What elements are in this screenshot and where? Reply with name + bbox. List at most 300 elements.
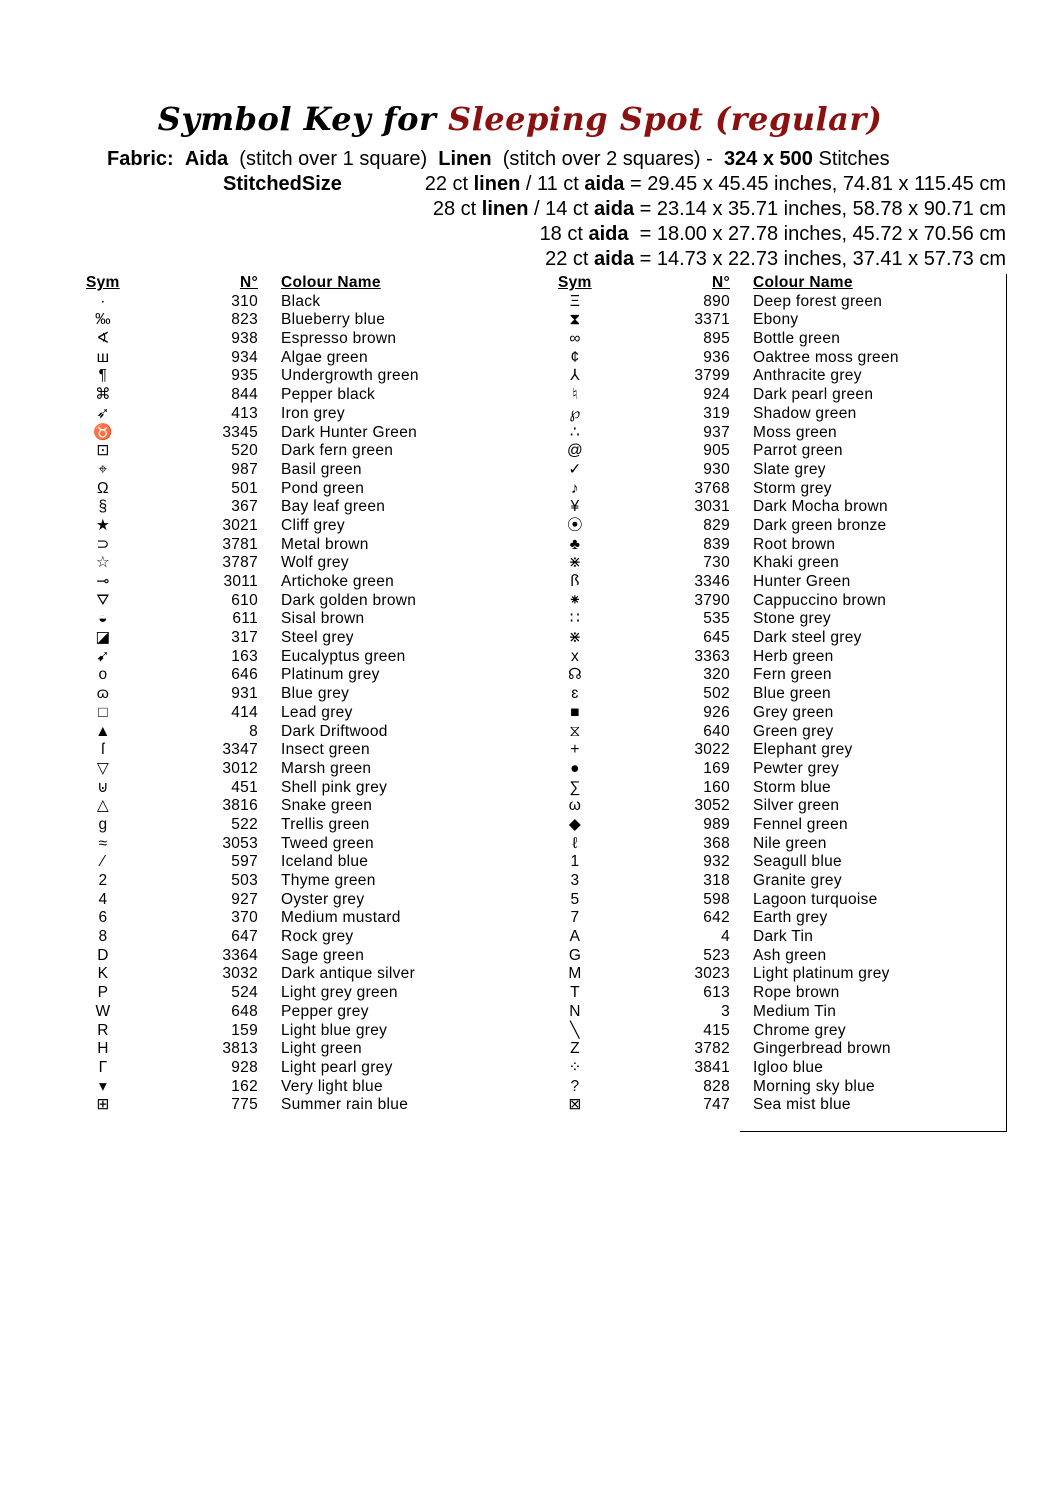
table-row — [86, 573, 526, 592]
table-row — [558, 760, 1008, 779]
table-row — [86, 1096, 526, 1115]
symbol-cell: ■ — [570, 703, 580, 721]
symbol-cell: 7 — [570, 909, 580, 927]
number-cell: 646 — [231, 666, 258, 684]
table-row — [86, 928, 526, 947]
colour-name-cell: Light grey green — [281, 984, 398, 1002]
symbol-cell: 8 — [98, 928, 108, 946]
table-row — [558, 666, 1008, 685]
colour-name-cell: Shell pink grey — [281, 778, 388, 796]
colour-name-cell: Morning sky blue — [753, 1077, 875, 1095]
symbol-cell: ⧗ — [569, 311, 581, 329]
colour-name-cell: Green grey — [753, 722, 834, 740]
table-row — [86, 965, 526, 984]
number-cell: 3 — [721, 1002, 730, 1020]
number-cell: 611 — [232, 610, 258, 628]
table-row — [558, 1040, 1008, 1059]
symbol-cell: ⊍ — [97, 778, 109, 796]
colour-name-cell: Ash green — [753, 946, 827, 964]
colour-name-cell: Oaktree moss green — [753, 348, 899, 366]
sym-header: Sym — [558, 274, 592, 291]
colour-name-cell: Silver green — [753, 797, 840, 815]
number-cell: 3371 — [694, 311, 730, 329]
fabric-aida: Aida — [184, 148, 229, 170]
colour-name-cell: Lagoon turquoise — [753, 890, 878, 908]
table-row — [86, 648, 526, 667]
number-cell: 502 — [703, 685, 730, 703]
symbol-cell: D — [97, 946, 109, 964]
table-row — [86, 311, 526, 330]
number-cell: 3816 — [222, 797, 258, 815]
colour-name-cell: Dark Tin — [753, 928, 814, 946]
symbol-cell: ◆ — [568, 815, 582, 833]
fabric-linen: Linen — [438, 148, 492, 170]
symbol-cell: ‰ — [95, 311, 111, 329]
colour-name-cell: Platinum grey — [281, 666, 380, 684]
table-row — [86, 779, 526, 798]
symbol-cell: ╲ — [570, 1021, 580, 1039]
table-row — [558, 405, 1008, 424]
number-cell: 640 — [703, 722, 730, 740]
colour-name-cell: Steel grey — [281, 629, 354, 647]
colour-name-cell: Medium mustard — [281, 909, 401, 927]
table-row — [558, 1096, 1008, 1115]
number-cell: 320 — [703, 666, 730, 684]
table-row — [558, 1078, 1008, 1097]
number-cell: 598 — [703, 890, 730, 908]
symbol-cell: ▾ — [98, 1077, 108, 1095]
table-row — [558, 891, 1008, 910]
table-row — [86, 984, 526, 1003]
colour-name-cell: Artichoke green — [281, 573, 395, 590]
colour-name-cell: Wolf grey — [281, 554, 349, 572]
number-cell: 4 — [721, 928, 730, 946]
colour-name-cell: Granite grey — [753, 872, 842, 889]
colour-name-cell: Metal brown — [281, 535, 369, 553]
symbol-cell: ⊃ — [96, 535, 110, 553]
symbol-cell: ɛ — [571, 685, 579, 703]
colour-name-cell: Cliff grey — [281, 516, 345, 534]
table-row — [558, 928, 1008, 947]
symbol-cell: G — [568, 946, 582, 964]
table-header — [86, 274, 526, 293]
number-cell: 936 — [703, 348, 730, 366]
number-cell: 928 — [231, 1058, 258, 1076]
table-row — [86, 872, 526, 891]
number-cell: 159 — [231, 1021, 258, 1039]
symbol-cell: T — [570, 984, 580, 1002]
colour-name-cell: Cappuccino brown — [753, 591, 887, 609]
symbol-cell: ◪ — [95, 629, 111, 647]
symbol-cell: △ — [96, 797, 110, 815]
colour-name-cell: Pepper black — [281, 386, 376, 404]
table-row — [86, 760, 526, 779]
number-cell: 310 — [231, 292, 258, 310]
number-cell: 905 — [703, 442, 730, 460]
colour-name-cell: Iceland blue — [281, 853, 369, 871]
number-cell: 367 — [231, 498, 258, 516]
colour-name-cell: Bottle green — [753, 330, 841, 348]
table-row — [558, 909, 1008, 928]
number-cell: 169 — [703, 759, 730, 777]
symbol-cell: o — [98, 666, 108, 684]
colour-name-cell: Dark Driftwood — [281, 722, 388, 740]
symbol-cell: ℓ — [572, 834, 578, 852]
colour-name-cell: Light blue grey — [281, 1021, 388, 1039]
table-row — [86, 349, 526, 368]
colour-name-cell: Thyme green — [281, 872, 376, 889]
number-cell: 3346 — [694, 573, 730, 590]
symbol-cell: ⁕ — [568, 591, 582, 609]
colour-name-cell: Blue green — [753, 685, 831, 703]
number-cell: 938 — [231, 330, 258, 348]
symbol-cell: ☆ — [95, 554, 111, 572]
table-row — [86, 554, 526, 573]
table-row — [86, 386, 526, 405]
number-cell: 775 — [231, 1096, 258, 1114]
table-row — [86, 461, 526, 480]
number-cell: 3022 — [694, 741, 730, 759]
number-cell: 647 — [231, 928, 258, 946]
number-cell: 3782 — [694, 1040, 730, 1058]
table-row — [86, 666, 526, 685]
symbol-cell: ☊ — [567, 666, 583, 684]
colour-name-cell: Undergrowth green — [281, 367, 419, 385]
number-cell: 535 — [703, 610, 730, 628]
colour-name-cell: Fern green — [753, 666, 832, 684]
table-row — [86, 442, 526, 461]
symbol-cell: Ω — [97, 479, 109, 497]
table-row — [86, 947, 526, 966]
symbol-cell: R — [97, 1021, 109, 1039]
symbol-cell: ш — [96, 348, 110, 366]
symbol-cell: ∴ — [569, 423, 581, 441]
table-row — [558, 1059, 1008, 1078]
table-row — [558, 965, 1008, 984]
symbol-table-right — [558, 274, 1008, 1115]
colour-name-cell: Deep forest green — [753, 292, 883, 310]
table-row — [558, 311, 1008, 330]
colour-name-cell: Sea mist blue — [753, 1096, 851, 1114]
symbol-cell: + — [570, 741, 580, 759]
colour-name-cell: Dark steel grey — [753, 629, 862, 647]
symbol-cell: ♣ — [569, 535, 581, 553]
symbol-cell: 1 — [570, 853, 580, 871]
symbol-cell: ſ — [101, 741, 105, 759]
size-row: 18 ct aida = 18.00 x 27.78 inches, 45.72 x 70.56 cm — [539, 223, 1006, 245]
table-row — [86, 1059, 526, 1078]
table-row — [86, 367, 526, 386]
symbol-cell: ⊞ — [96, 1096, 110, 1114]
number-cell: 987 — [231, 460, 258, 478]
table-row — [86, 741, 526, 760]
symbol-cell: M — [568, 965, 582, 983]
colour-name-cell: Very light blue — [281, 1077, 383, 1095]
symbol-cell: 2 — [98, 872, 108, 889]
table-row — [558, 573, 1008, 592]
colour-name-cell: Trellis green — [281, 815, 370, 833]
colour-name-cell: Dark antique silver — [281, 965, 416, 983]
number-header: N° — [240, 274, 258, 291]
symbol-cell: ⊠ — [568, 1096, 582, 1114]
table-row — [558, 779, 1008, 798]
symbol-cell: § — [98, 498, 108, 516]
colour-name-cell: Sisal brown — [281, 610, 365, 628]
colour-name-cell: Rope brown — [753, 984, 840, 1002]
symbol-cell: ∞ — [569, 330, 581, 348]
number-cell: 648 — [231, 1002, 258, 1020]
colour-name-cell: Grey green — [753, 703, 834, 721]
table-row — [86, 797, 526, 816]
colour-name-cell: Basil green — [281, 460, 362, 478]
number-cell: 597 — [231, 853, 258, 871]
table-row — [86, 816, 526, 835]
table-row — [86, 1040, 526, 1059]
number-cell: 3347 — [222, 741, 258, 759]
table-row — [558, 853, 1008, 872]
colour-name-cell: Khaki green — [753, 554, 840, 572]
table-row — [86, 330, 526, 349]
page-title — [0, 100, 1040, 138]
number-cell: 415 — [703, 1021, 730, 1039]
table-row — [86, 498, 526, 517]
table-row — [86, 629, 526, 648]
table-row — [86, 723, 526, 742]
table-row — [86, 480, 526, 499]
colour-name-cell: Elephant grey — [753, 741, 853, 759]
table-row — [558, 330, 1008, 349]
symbol-cell: Ξ — [569, 292, 581, 310]
table-row — [86, 835, 526, 854]
colour-name-cell: Summer rain blue — [281, 1096, 409, 1114]
table-header — [558, 274, 1008, 293]
fabric-line — [107, 147, 890, 171]
number-cell: 163 — [231, 647, 258, 665]
table-row — [86, 610, 526, 629]
table-row — [558, 1003, 1008, 1022]
table-row — [86, 891, 526, 910]
number-cell: 3012 — [222, 759, 258, 777]
symbol-cell: ♉ — [93, 423, 113, 441]
symbol-cell: ⋇ — [568, 629, 582, 647]
number-cell: 3841 — [694, 1058, 730, 1076]
table-row — [558, 442, 1008, 461]
symbol-cell: ¢ — [570, 348, 580, 366]
symbol-cell: ♪ — [570, 479, 580, 497]
symbol-cell: 5 — [570, 890, 580, 908]
symbol-cell: ⛛ — [96, 591, 110, 609]
colour-name-cell: Lead grey — [281, 703, 353, 721]
number-cell: 3363 — [694, 647, 730, 665]
symbol-cell: ⊡ — [96, 442, 110, 460]
table-row — [558, 629, 1008, 648]
number-cell: 503 — [231, 872, 258, 889]
number-cell: 370 — [231, 909, 258, 927]
symbol-cell: ⋇ — [568, 554, 582, 572]
colour-name-cell: Espresso brown — [281, 330, 397, 348]
number-cell: 932 — [703, 853, 730, 871]
number-cell: 935 — [231, 367, 258, 385]
symbol-cell: ∷ — [569, 610, 581, 628]
symbol-cell: g — [98, 815, 108, 833]
symbol-cell: ⌖ — [98, 460, 108, 478]
colour-name-cell: Dark golden brown — [281, 591, 417, 609]
symbol-cell: ● — [570, 759, 580, 777]
number-cell: 3011 — [223, 573, 258, 590]
colour-name-cell: Slate grey — [753, 460, 826, 478]
number-cell: 319 — [703, 404, 730, 422]
colour-name-cell: Dark Hunter Green — [281, 423, 418, 441]
table-row — [558, 517, 1008, 536]
number-cell: 3781 — [222, 535, 258, 553]
table-row — [558, 480, 1008, 499]
symbol-cell: ➹ — [96, 647, 110, 665]
symbol-cell: ∑ — [569, 778, 581, 796]
number-cell: 730 — [703, 554, 730, 572]
number-cell: 451 — [231, 778, 258, 796]
size-row: 22 ct linen / 11 ct aida = 29.45 x 45.45 inches, 74.81 x 115.45 cm — [424, 173, 1006, 195]
colour-name-cell: Igloo blue — [753, 1058, 824, 1076]
table-row — [86, 517, 526, 536]
table-row — [558, 704, 1008, 723]
number-cell: 926 — [703, 703, 730, 721]
table-row — [86, 293, 526, 312]
colour-name-cell: Parrot green — [753, 442, 843, 460]
table-row — [558, 723, 1008, 742]
number-cell: 501 — [231, 479, 258, 497]
colour-name-cell: Snake green — [281, 797, 373, 815]
table-row — [558, 610, 1008, 629]
symbol-cell: ⁘ — [568, 1058, 582, 1076]
symbol-cell: · — [100, 292, 106, 310]
symbol-cell: ✓ — [568, 460, 582, 478]
colour-name-cell: Fennel green — [753, 815, 848, 833]
table-row — [558, 648, 1008, 667]
colour-name-cell: Stone grey — [753, 610, 831, 628]
colour-name-cell: Moss green — [753, 423, 837, 441]
symbol-cell: A — [569, 928, 581, 946]
pattern-name: Sleeping Spot (regular) — [447, 100, 883, 138]
colour-name-cell: Sage green — [281, 946, 365, 964]
symbol-cell: ♮ — [572, 386, 578, 404]
symbol-cell: ⊸ — [96, 573, 110, 590]
table-row — [86, 424, 526, 443]
symbol-cell: ★ — [95, 516, 111, 534]
colour-name-header: Colour Name — [753, 274, 853, 291]
table-row — [558, 592, 1008, 611]
symbol-cell: ? — [570, 1077, 580, 1095]
number-cell: 3053 — [222, 834, 258, 852]
number-cell: 318 — [703, 872, 730, 889]
fabric-linen-note: (stitch over 2 squares) - — [502, 148, 713, 170]
title-prefix: Symbol Key for — [157, 100, 448, 138]
table-row — [558, 293, 1008, 312]
number-cell: 3790 — [694, 591, 730, 609]
table-row — [558, 816, 1008, 835]
colour-name-cell: Seagull blue — [753, 853, 842, 871]
stitches-word: Stitches — [818, 148, 890, 170]
colour-name-cell: Black — [281, 292, 321, 310]
symbol-cell: P — [97, 984, 109, 1002]
symbol-cell: 3 — [570, 872, 580, 889]
table-row — [558, 741, 1008, 760]
table-row — [558, 424, 1008, 443]
colour-name-cell: Blueberry blue — [281, 311, 386, 329]
symbol-cell: ≈ — [98, 834, 108, 852]
number-cell: 844 — [231, 386, 258, 404]
number-cell: 3021 — [222, 516, 258, 534]
number-cell: 839 — [703, 535, 730, 553]
number-cell: 895 — [703, 330, 730, 348]
number-cell: 747 — [703, 1096, 730, 1114]
colour-name-cell: Dark Mocha brown — [753, 498, 888, 516]
colour-name-header: Colour Name — [281, 274, 381, 291]
symbol-cell: ▲ — [95, 722, 111, 740]
symbol-cell: ⦿ — [567, 516, 583, 534]
colour-name-cell: Shadow green — [753, 404, 857, 422]
number-cell: 3023 — [694, 965, 730, 983]
colour-name-cell: Light platinum grey — [753, 965, 890, 983]
symbol-cell: 6 — [98, 909, 108, 927]
number-cell: 989 — [703, 815, 730, 833]
colour-name-cell: Storm blue — [753, 778, 831, 796]
colour-name-cell: Dark fern green — [281, 442, 394, 460]
table-row — [86, 1003, 526, 1022]
fabric-label: Fabric: — [107, 148, 174, 170]
table-row — [558, 947, 1008, 966]
symbol-cell: H — [97, 1040, 109, 1058]
symbol-cell: @ — [566, 442, 584, 460]
colour-name-cell: Nile green — [753, 834, 827, 852]
symbol-cell: N — [569, 1002, 581, 1020]
number-cell: 524 — [231, 984, 258, 1002]
colour-name-cell: Storm grey — [753, 479, 832, 497]
number-cell: 3799 — [694, 367, 730, 385]
colour-name-cell: Dark pearl green — [753, 386, 874, 404]
number-cell: 368 — [703, 834, 730, 852]
colour-name-cell: Hunter Green — [753, 573, 851, 590]
table-row — [558, 498, 1008, 517]
colour-name-cell: Chrome grey — [753, 1021, 846, 1039]
number-cell: 3813 — [222, 1040, 258, 1058]
table-row — [558, 349, 1008, 368]
number-cell: 522 — [231, 815, 258, 833]
table-row — [558, 461, 1008, 480]
table-row — [86, 909, 526, 928]
number-cell: 3787 — [222, 554, 258, 572]
colour-name-cell: Pond green — [281, 479, 365, 497]
number-cell: 3032 — [222, 965, 258, 983]
number-cell: 828 — [703, 1077, 730, 1095]
symbol-cell: ⅄ — [570, 367, 580, 385]
number-cell: 823 — [231, 311, 258, 329]
colour-name-cell: Root brown — [753, 535, 836, 553]
table-row — [86, 685, 526, 704]
symbol-cell: Z — [570, 1040, 580, 1058]
colour-name-cell: Blue grey — [281, 685, 350, 703]
symbol-cell: x — [570, 647, 580, 665]
number-cell: 645 — [703, 629, 730, 647]
symbol-cell: ▽ — [96, 759, 110, 777]
number-cell: 890 — [703, 292, 730, 310]
table-row — [86, 704, 526, 723]
stitched-size-label: StitchedSize — [223, 173, 342, 195]
size-row: 28 ct linen / 14 ct aida = 23.14 x 35.71 inches, 58.78 x 90.71 cm — [432, 198, 1006, 220]
colour-name-cell: Algae green — [281, 348, 368, 366]
number-cell: 317 — [231, 629, 258, 647]
table-row — [558, 835, 1008, 854]
number-cell: 642 — [703, 909, 730, 927]
